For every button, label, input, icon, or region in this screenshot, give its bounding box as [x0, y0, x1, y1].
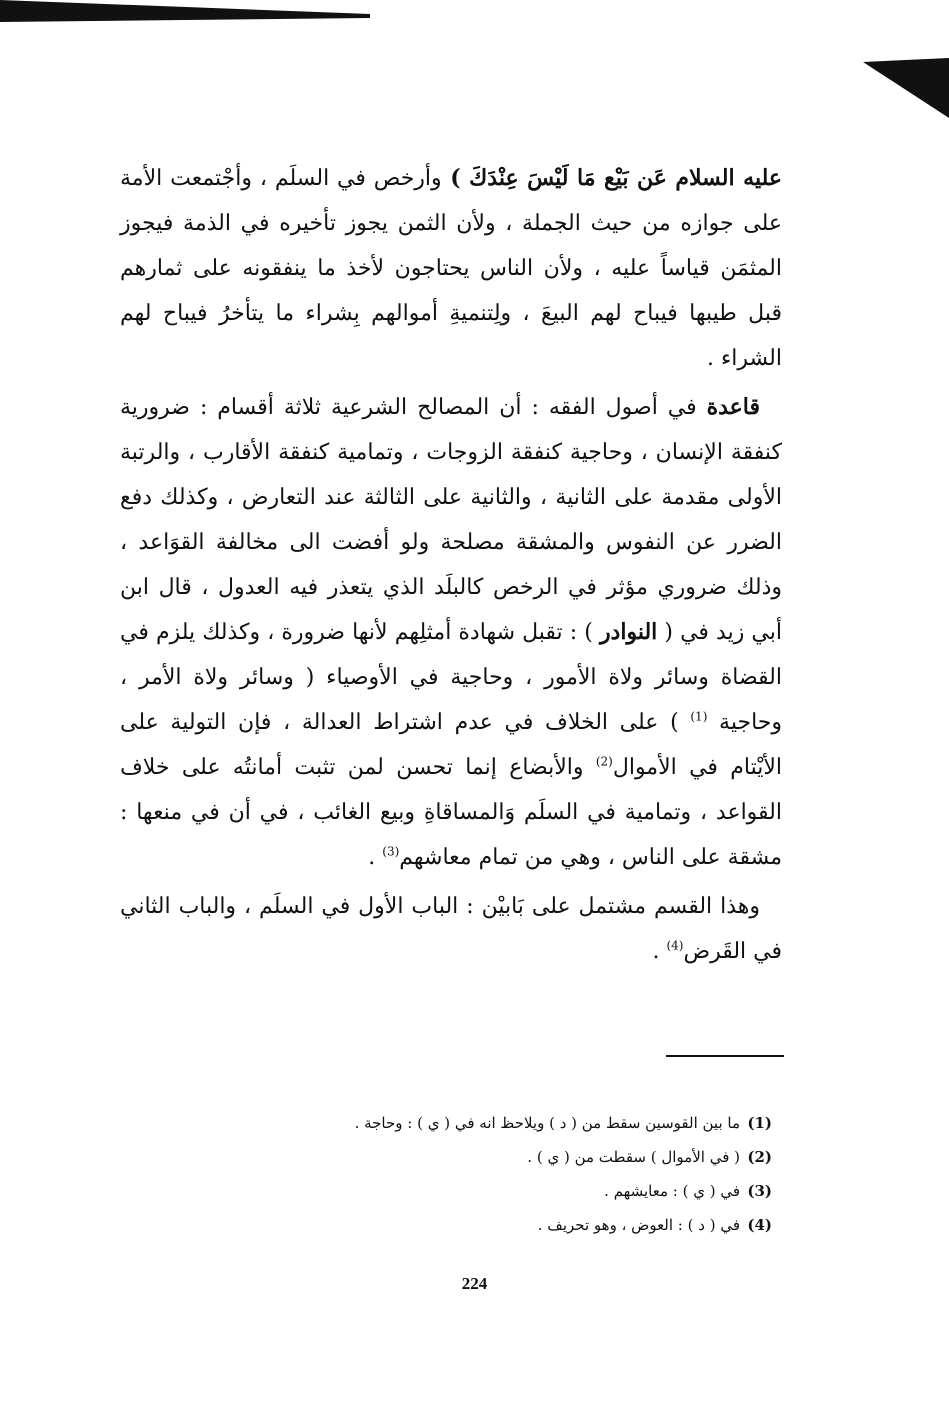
text-segment: قاعدة — [706, 394, 760, 420]
scan-edge-mark — [0, 0, 370, 22]
footnote-number: (3) — [747, 1182, 772, 1200]
footnote-text: في ( ي ) : معايشهم . — [604, 1182, 740, 1200]
text-segment: . — [652, 939, 667, 964]
text-segment: عليه السلام عَن بَيْع مَا لَيْسَ عِنْدَكَ ) — [441, 165, 782, 191]
scan-corner-mark — [863, 58, 949, 118]
footnote-number: (2) — [747, 1148, 772, 1166]
paragraph — [120, 156, 782, 381]
footnote-marker: (3) — [382, 844, 400, 859]
footnote-text: ما بين القوسين سقط من ( د ) ويلاحظ انه في ( ي ) : وحاجة . — [354, 1114, 740, 1132]
footnote-text: في ( د ) : العوض ، وهو تحريف . — [537, 1216, 740, 1234]
footnote — [200, 1106, 772, 1140]
footnote — [200, 1174, 772, 1208]
footnotes-list — [200, 1106, 772, 1242]
footnote-number: (4) — [747, 1216, 772, 1234]
footnote — [200, 1208, 772, 1242]
footnote — [200, 1140, 772, 1174]
text-segment: في أصول الفقه : أن المصالح الشرعية ثلاثة أقسام : ضرورية كنفقة الإنسان ، وحاجية كنفقة الزوجات ، وتمامية كنفقة الأقارب ، والرتبة الأولى مقدمة على الثانية ، والثانية على الثالثة عند التعارض ، وكذلك دفع الضرر عن النفوس والمشقة مصلحة ولو أفضت الى مخالفة القوَاعد ، وذلك ضروري مؤثر في الرخص كالبلَد الذي يتعذر فيه العدول ، قال ابن أبي زيد في ( — [120, 395, 782, 645]
paragraph — [120, 884, 782, 974]
text-segment: وأرخص في السلَم ، وأجْتمعت الأمة على جوازه من حيث الجملة ، ولأن الثمن يجوز تأخيره في الذمة فيجوز المثمَن قياساً عليه ، ولأن الناس يحتاجون لأخذ ما ينفقونه على ثمارهم قبل طيبها فيباح لهم البيعَ ، ولِتنميةِ أموالهم بِشراء ما يتأخرُ فيباح لهم الشراء . — [120, 166, 782, 371]
text-segment: والأبضاع إنما تحسن لمن تثبت أمانتُه على خلاف القواعد ، وتمامية في السلَم وَالمساقاةِ وبيع الغائب ، في أن في منعها : مشقة على الناس ، وهي من تمام معاشهم — [120, 755, 782, 870]
footnote-marker: (2) — [595, 754, 613, 769]
footnote-marker: (1) — [690, 709, 708, 724]
main-text-body — [120, 156, 782, 974]
footnote-text: ( في الأموال ) سقطت من ( ي ) . — [527, 1148, 740, 1166]
text-segment: النوادر — [599, 619, 658, 645]
footnote-number: (1) — [747, 1114, 772, 1132]
footnote-divider — [666, 1055, 784, 1057]
page-number: 224 — [461, 1274, 488, 1293]
text-segment: وهذا القسم مشتمل على بَابيْن : الباب الأول في السلَم ، والباب الثاني في القَرض — [120, 894, 782, 964]
text-segment: ) : تقبل شهادة أمثلِهم لأنها ضرورة ، وكذلك يلزم في القضاة وسائر ولاة الأمور ، وحاجية في الأوصياء ( وسائر ولاة الأمر ، وحاجية — [120, 620, 783, 735]
text-segment: ) على الخلاف في عدم اشتراط العدالة ، فإن التولية على الأيْتام في الأموال — [120, 710, 782, 780]
text-segment: . — [368, 845, 383, 870]
footnote-marker: (4) — [666, 938, 684, 953]
paragraph — [120, 385, 782, 880]
